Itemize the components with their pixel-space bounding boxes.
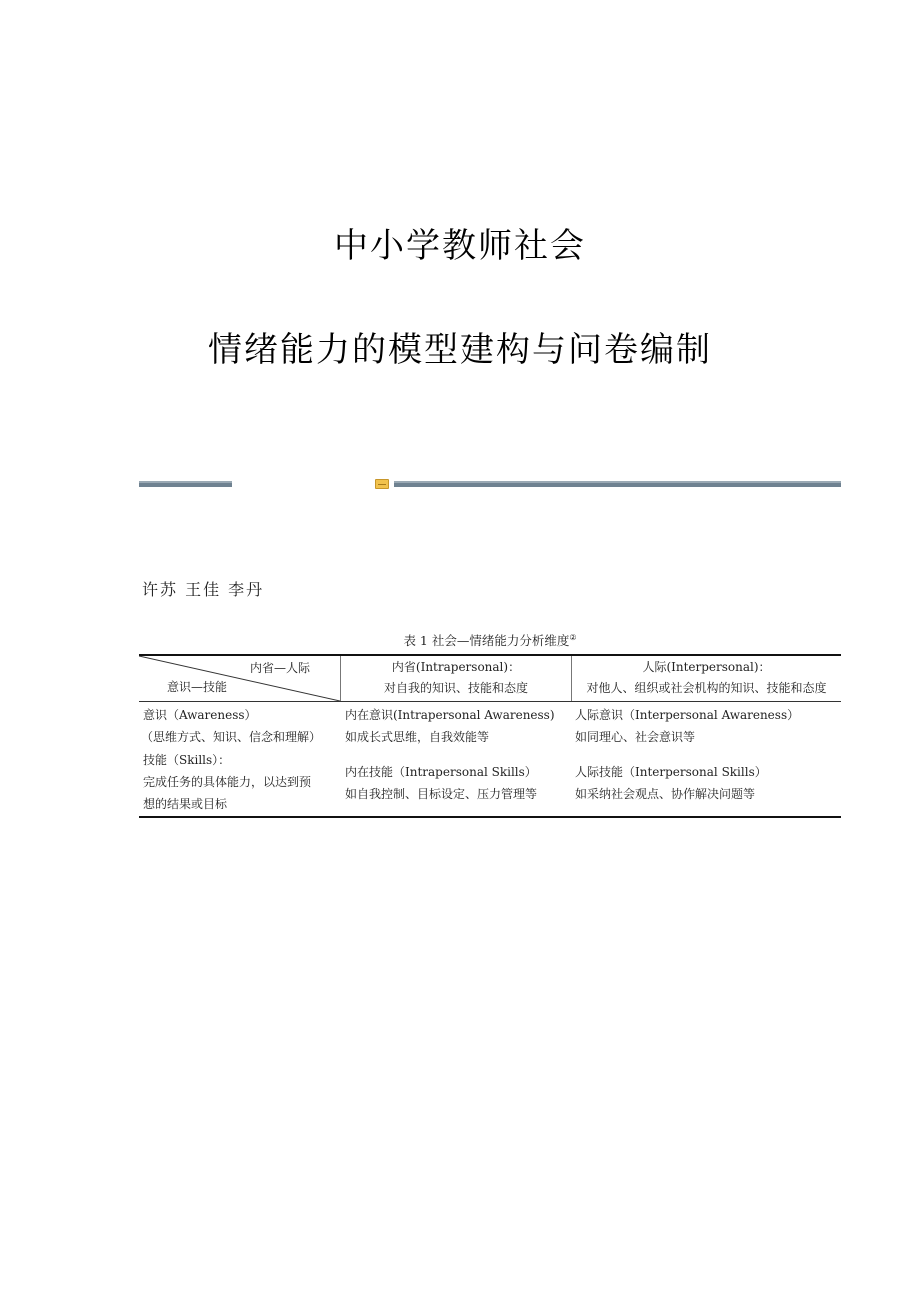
header-interpersonal-desc: 对他人、组织或社会机构的知识、技能和态度 (586, 681, 827, 695)
dimension-table (139, 654, 841, 818)
cell-intra-skills-desc: 如自我控制、目标设定、压力管理等 (345, 787, 538, 801)
cell-intra-awareness-desc: 如成长式思维，自我效能等 (345, 730, 490, 744)
header-intrapersonal-title: 内省(Intrapersonal)： (391, 660, 521, 674)
cell-inter-awareness-title: 人际意识（Interpersonal Awareness） (575, 708, 800, 722)
row-label-skills-desc-line2: 想的结果或目标 (143, 797, 228, 811)
cell-intra-awareness-title: 内在意识(Intrapersonal Awareness) (345, 708, 555, 722)
cell-inter-skills-desc: 如采纳社会观点、协作解决问题等 (575, 787, 756, 801)
cell-inter-skills-title: 人际技能（Interpersonal Skills） (575, 765, 767, 779)
table-caption-footnote-mark: ② (569, 632, 577, 642)
row-label-awareness: 意识（Awareness） (143, 708, 257, 722)
divider-bar-right-highlight (394, 481, 841, 483)
header-interpersonal-title: 人际(Interpersonal)： (642, 660, 771, 674)
document-title-line-2: 情绪能力的模型建构与问卷编制 (208, 330, 712, 370)
corner-header-top: 内省—人际 (250, 661, 311, 675)
table-caption-text: 表 1 社会—情绪能力分析维度 (403, 633, 570, 648)
divider-ornament-icon (375, 479, 389, 489)
table-caption (139, 631, 841, 649)
table-bottom-rule (139, 816, 841, 818)
decorative-divider (139, 479, 841, 489)
table-header-rule (139, 701, 841, 702)
divider-bar-left-highlight (139, 481, 232, 483)
row-label-awareness-desc: （思维方式、知识、信念和理解） (141, 730, 322, 744)
authors: 许苏 王佳 李丹 (142, 580, 265, 599)
row-label-skills: 技能（Skills）： (143, 753, 231, 767)
header-intrapersonal-desc: 对自我的知识、技能和态度 (383, 681, 528, 695)
cell-inter-awareness-desc: 如同理心、社会意识等 (575, 730, 696, 744)
cell-intra-skills-title: 内在技能（Intrapersonal Skills） (345, 765, 537, 779)
corner-header-bottom: 意识—技能 (167, 680, 228, 694)
row-label-skills-desc-line1: 完成任务的具体能力，以达到预 (143, 775, 312, 789)
document-title-line-1: 中小学教师社会 (334, 226, 586, 266)
